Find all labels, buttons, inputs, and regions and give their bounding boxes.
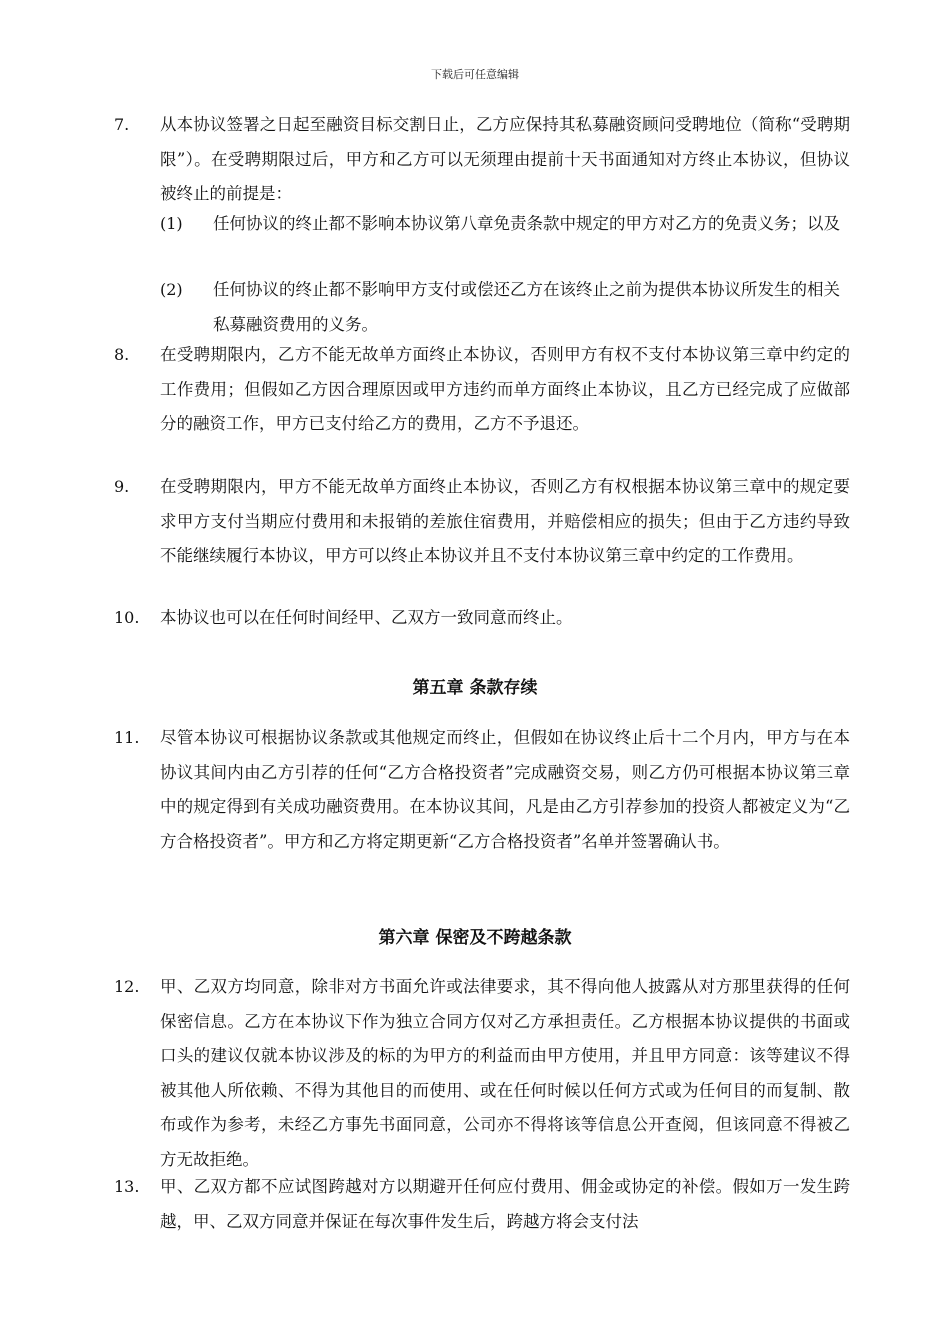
clause-9 <box>114 470 854 574</box>
clause-number: 10. <box>114 608 140 627</box>
subclause-number: (1) <box>160 214 183 233</box>
clause-number: 7. <box>114 115 130 134</box>
page-header: 下载后可任意编辑 <box>431 68 519 81</box>
chapter-6-title: 第六章 保密及不跨越条款 <box>378 928 572 948</box>
clause-text: 甲、乙双方均同意，除非对方书面允许或法律要求，其不得向他人披露从对方那里获得的任何保密信息。乙方在本协议下作为独立合同方仅对乙方承担责任。乙方根据本协议提供的书面或口头的建议仅就本协议涉及的标的为甲方的利益而由甲方使用，并且甲方同意：该等建议不得被其他人所依赖、不得为其他目的而使用、或在任何时候以任何方式或为任何目的而复制、散布或作为参考，未经乙方事先书面同意，公司亦不得将该等信息公开查阅，但该同意不得被乙方无故拒绝。 <box>160 977 850 1169</box>
clause-text: 在受聘期限内，甲方不能无故单方面终止本协议，否则乙方有权根据本协议第三章中的规定要求甲方支付当期应付费用和未报销的差旅住宿费用，并赔偿相应的损失；但由于乙方违约导致不能继续履行本协议，甲方可以终止本协议并且不支付本协议第三章中约定的工作费用。 <box>160 477 850 566</box>
clause-number: 8. <box>114 345 130 364</box>
chapter-5-title: 第五章 条款存续 <box>412 678 538 698</box>
clause-11 <box>114 721 854 859</box>
clause-13 <box>114 1170 854 1239</box>
clause-text: 本协议也可以在任何时间经甲、乙双方一致同意而终止。 <box>160 608 573 627</box>
subclause-text: 任何协议的终止都不影响甲方支付或偿还乙方在该终止之前为提供本协议所发生的相关私募融资费用的义务。 <box>213 280 840 334</box>
clause-text: 从本协议签署之日起至融资目标交割日止，乙方应保持其私募融资顾问受聘地位（简称“受聘期限”）。在受聘期限过后，甲方和乙方可以无须理由提前十天书面通知对方终止本协议，但协议被终止的前提是： <box>160 115 850 204</box>
clause-8 <box>114 338 854 442</box>
clause-7 <box>114 108 854 212</box>
subclause-1 <box>160 207 850 242</box>
clause-text: 在受聘期限内，乙方不能无故单方面终止本协议，否则甲方有权不支付本协议第三章中约定的工作费用；但假如乙方因合理原因或甲方违约而单方面终止本协议，且乙方已经完成了应做部分的融资工作，甲方已支付给乙方的费用，乙方不予退还。 <box>160 345 850 434</box>
clause-12 <box>114 970 854 1178</box>
clause-10 <box>114 601 854 636</box>
clause-text: 尽管本协议可根据协议条款或其他规定而终止，但假如在协议终止后十二个月内，甲方与在本协议其间内由乙方引荐的任何“乙方合格投资者”完成融资交易，则乙方仍可根据本协议第三章中的规定得到有关成功融资费用。在本协议其间，凡是由乙方引荐参加的投资人都被定义为“乙方合格投资者”。甲方和乙方将定期更新“乙方合格投资者”名单并签署确认书。 <box>160 728 850 851</box>
clause-text: 甲、乙双方都不应试图跨越对方以期避开任何应付费用、佣金或协定的补偿。假如万一发生跨越，甲、乙双方同意并保证在每次事件发生后，跨越方将会支付法 <box>160 1177 850 1231</box>
clause-number: 9. <box>114 477 130 496</box>
clause-number: 13. <box>114 1177 140 1196</box>
clause-number: 11. <box>114 728 140 747</box>
subclause-2 <box>160 273 850 342</box>
subclause-text: 任何协议的终止都不影响本协议第八章免责条款中规定的甲方对乙方的免责义务；以及 <box>213 214 840 233</box>
clause-number: 12. <box>114 977 140 996</box>
subclause-number: (2) <box>160 280 183 299</box>
